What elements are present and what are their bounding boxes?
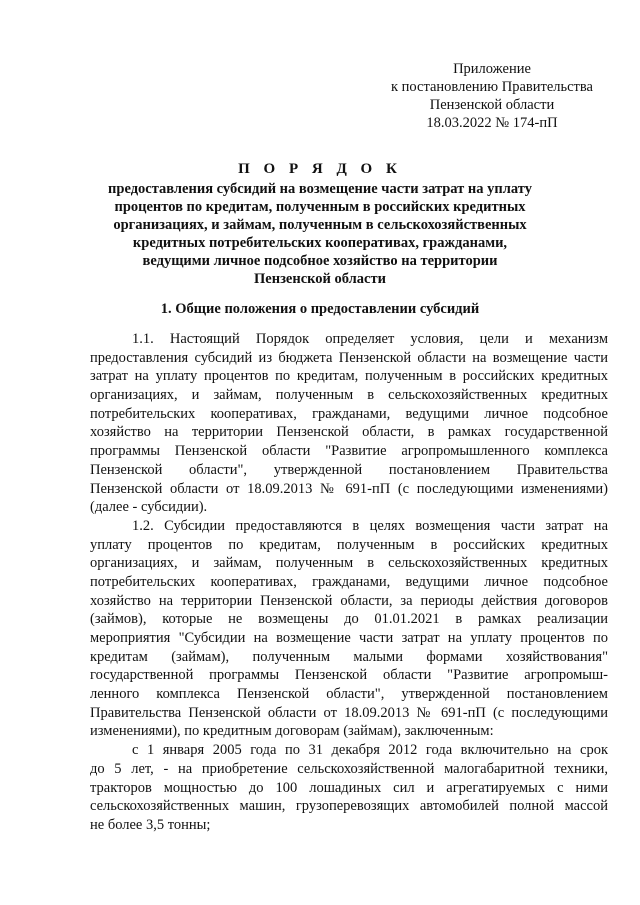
- subtitle-line: Пензенской области: [254, 271, 386, 287]
- paragraph-line: государственной программы Пензенской области "Развитие агропромыш-: [90, 667, 608, 684]
- paragraph-line: затрат на уплату процентов по кредитам, полученным в российских кредитных: [90, 368, 608, 385]
- paragraph-line: Пензенской области от 18.09.2013 № 691-пП (с последующими изменениями): [90, 480, 608, 497]
- paragraph-line: изменениями), по кредитным договорам (займам), заключенным:: [90, 723, 494, 740]
- subtitle-line: процентов по кредитам, полученным в российских кредитных: [114, 199, 526, 215]
- paragraph-line: с 1 января 2005 года по 31 декабря 2012 года включительно на срок: [132, 742, 608, 759]
- paragraph-line: хозяйство на территории Пензенской области, в рамках государственной: [90, 424, 608, 441]
- subtitle-line: организациях, и займам, полученным в сельскохозяйственных: [113, 217, 527, 233]
- paragraph-line: организациях, и займам, полученным в сельскохозяйственных кредитных: [90, 387, 608, 404]
- paragraph-line: программы Пензенской области "Развитие агропромышленного комплекса: [90, 443, 608, 460]
- paragraph-line: сельскохозяйственных машин, грузоперевозящих автомобилей полной массой: [90, 798, 608, 815]
- paragraph-line: тракторов мощностью до 100 лошадиных сил и агрегатируемых с ними: [90, 779, 608, 796]
- paragraph-line: 1.2. Субсидии предоставляются в целях возмещения части затрат на: [132, 517, 608, 534]
- paragraph-line: Правительства Пензенской области от 18.09.2013 № 691-пП (с последующими: [90, 704, 608, 721]
- subtitle-line: кредитных потребительских кооперативах, гражданами,: [132, 235, 508, 251]
- body-text: [90, 330, 608, 835]
- subtitle-line: предоставления субсидий на возмещение части затрат на уплату: [108, 181, 532, 197]
- appendix-block: [388, 60, 596, 132]
- paragraph-line: предоставления субсидий из бюджета Пензенской области на возмещение части: [90, 349, 608, 366]
- paragraph-line: мероприятия "Субсидии на возмещение части затрат на уплату процентов по: [90, 630, 608, 646]
- appendix-line: Пензенской области: [429, 97, 555, 113]
- subtitle-line: ведущими личное подсобное хозяйство на территории: [142, 253, 498, 269]
- paragraph-line: кредитам (займам), полученным малыми формами хозяйствования": [90, 648, 608, 665]
- appendix-line: к постановлению Правительства: [391, 79, 593, 95]
- paragraph-line: Пензенской области", утвержденной постановлением Правительства: [90, 461, 608, 478]
- paragraph-line: потребительских кооперативах, гражданами, ведущими личное подсобное: [90, 573, 608, 590]
- appendix-date-number: 18.03.2022 № 174-пП: [426, 115, 558, 131]
- paragraph-line: уплату процентов по кредитам, полученным в российских кредитных: [90, 536, 608, 553]
- paragraph-line: 1.1. Настоящий Порядок определяет условия, цели и механизм: [132, 331, 608, 347]
- paragraph-line: потребительских кооперативах, гражданами, ведущими личное подсобное: [90, 405, 608, 422]
- paragraph-line: (займов), которые не возмещены до 01.01.2021 в рамках реализации: [90, 611, 608, 628]
- paragraph-line: хозяйство на территории Пензенской области, за периоды действия договоров: [90, 592, 608, 609]
- paragraph-line: организациях, и займам, полученным в сельскохозяйственных кредитных: [90, 555, 608, 572]
- appendix-line: Приложение: [453, 61, 531, 77]
- paragraph-line: (далее - субсидии).: [90, 499, 208, 516]
- document-subtitle: [104, 180, 536, 288]
- paragraph-line: до 5 лет, - на приобретение сельскохозяйственной малогабаритной техники,: [90, 760, 608, 777]
- section-heading: 1. Общие положения о предоставлении субсидий: [160, 301, 480, 317]
- paragraph-line: ленного комплекса Пензенской области", утвержденной постановлением: [90, 686, 608, 703]
- document-title: П О Р Я Д О К: [238, 161, 402, 177]
- paragraph-line: не более 3,5 тонны;: [90, 816, 211, 833]
